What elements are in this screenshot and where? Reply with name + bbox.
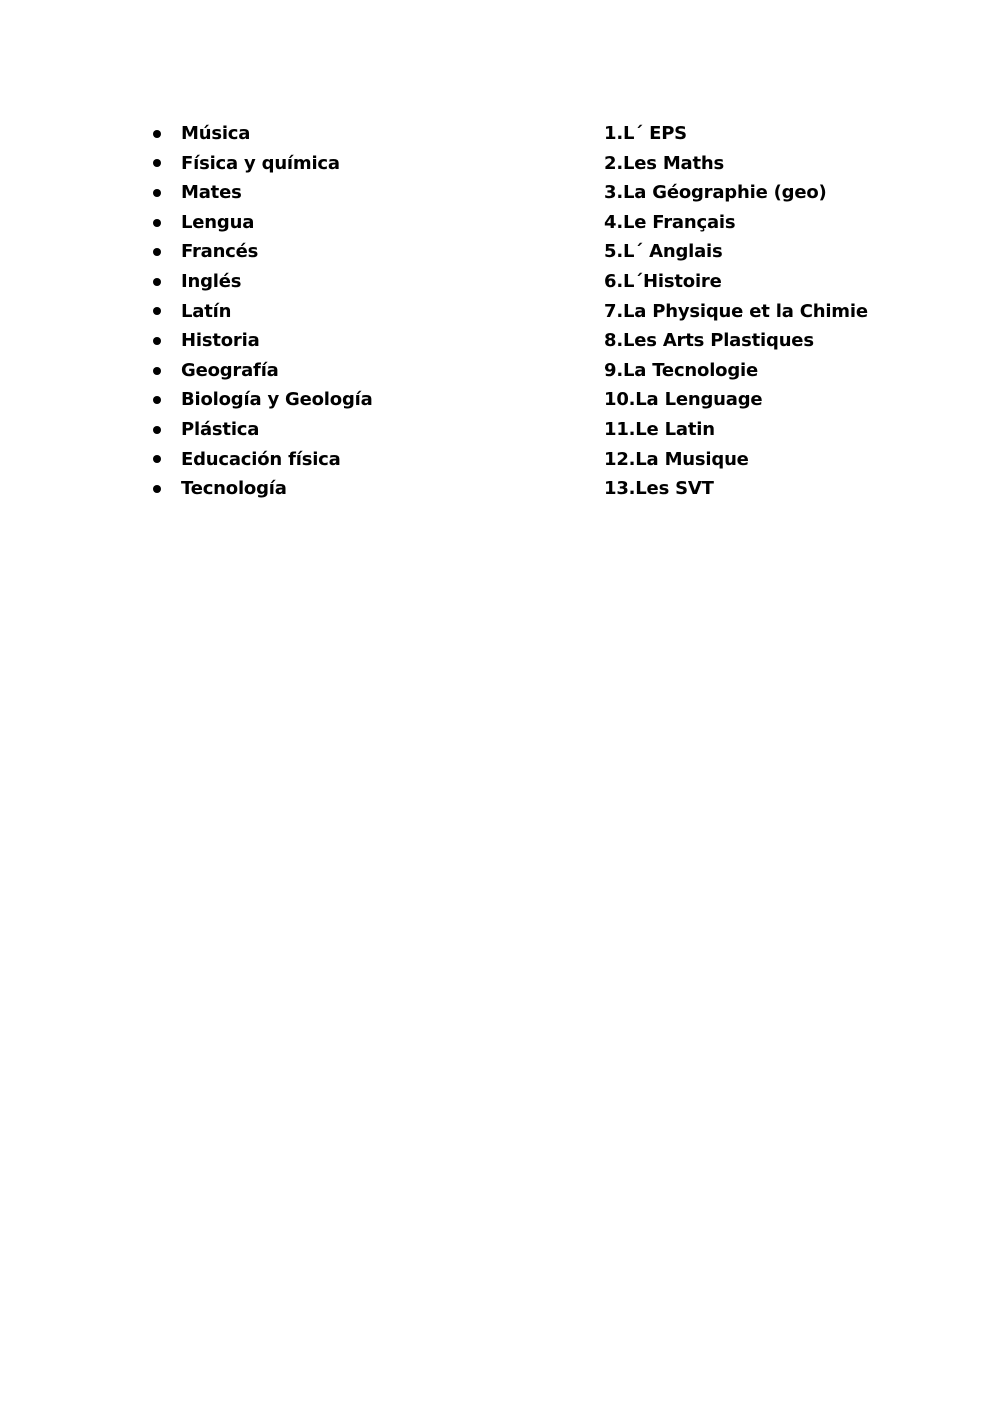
list-item (150, 326, 550, 356)
subject-label: Educación física (181, 448, 341, 470)
list-item: 5.L´ Anglais (604, 241, 723, 263)
bullet-icon (153, 455, 161, 463)
list-item: 4.Le Français (604, 211, 736, 233)
list-item: 11.Le Latin (604, 418, 715, 440)
list-item (150, 237, 550, 267)
list-item (150, 415, 550, 445)
subject-label: Tecnología (181, 478, 287, 500)
bullet-icon (153, 396, 161, 404)
list-item (150, 267, 550, 297)
subject-label: Geografía (181, 359, 279, 381)
list-item: 9.La Tecnologie (604, 359, 758, 381)
list-item (150, 178, 550, 208)
list-item: 12.La Musique (604, 448, 749, 470)
list-item: 8.Les Arts Plastiques (604, 330, 814, 352)
list-item (150, 208, 550, 238)
bullet-icon (153, 426, 161, 434)
bullet-icon (153, 278, 161, 286)
subject-label: Mates (181, 182, 242, 204)
list-item (150, 385, 550, 415)
list-item (150, 474, 550, 504)
list-item: 2.Les Maths (604, 152, 725, 174)
subject-label: Plástica (181, 418, 260, 440)
bullet-icon (153, 337, 161, 345)
subject-label: Música (181, 123, 251, 144)
subject-label: Inglés (181, 270, 242, 292)
bullet-icon (153, 130, 161, 138)
list-item (150, 356, 550, 386)
list-item (150, 445, 550, 475)
bullet-icon (153, 189, 161, 197)
subject-label: Latín (181, 300, 232, 322)
subject-label: Francés (181, 241, 259, 263)
subject-label: Historia (181, 330, 260, 352)
list-item: 13.Les SVT (604, 478, 714, 500)
list-item: 7.La Physique et la Chimie (604, 300, 868, 322)
subject-label: Biología y Geología (181, 389, 373, 411)
bullet-icon (153, 159, 161, 167)
list-item: 10.La Lenguage (604, 389, 763, 411)
list-item: 1.L´ EPS (604, 123, 687, 144)
bullet-icon (153, 307, 161, 315)
subject-label: Física y química (181, 152, 340, 174)
bullet-icon (153, 367, 161, 375)
list-item (150, 149, 550, 179)
bullet-icon (153, 248, 161, 256)
list-item (150, 119, 550, 149)
bullet-icon (153, 485, 161, 493)
subject-label: Lengua (181, 211, 255, 233)
list-item: 3.La Géographie (geo) (604, 182, 827, 204)
bullet-icon (153, 219, 161, 227)
spanish-subject-list (150, 119, 550, 504)
list-item: 6.L´Histoire (604, 270, 722, 292)
list-item (150, 297, 550, 327)
french-subject-list (604, 119, 984, 504)
